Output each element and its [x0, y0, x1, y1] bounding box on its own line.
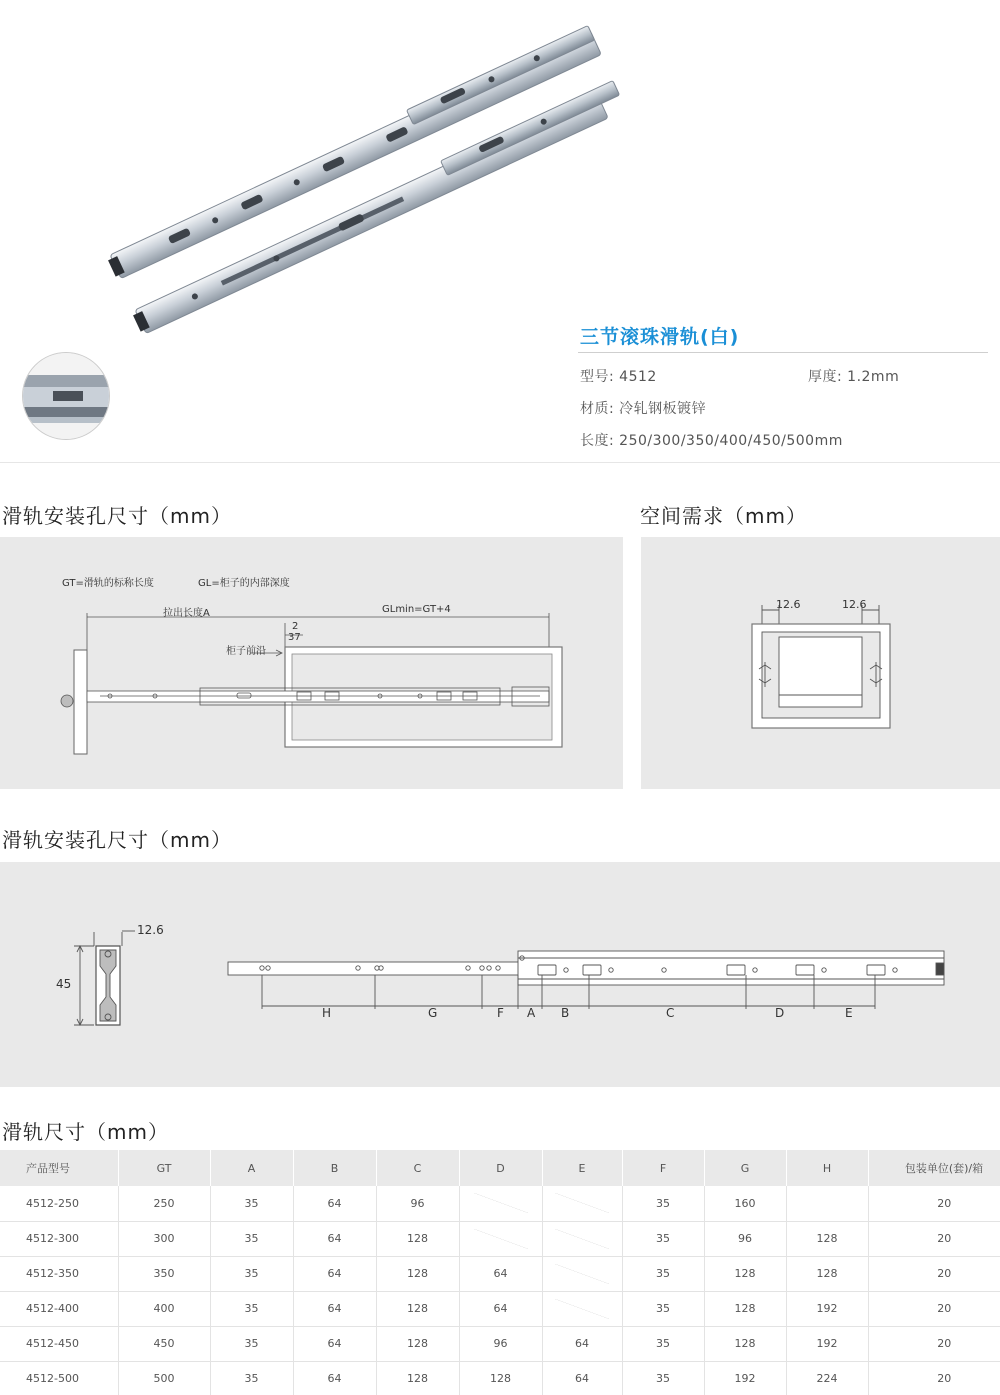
hole-diagram-panel: [0, 862, 1000, 1087]
table-cell: [542, 1256, 622, 1291]
profile-height-dim: 45: [56, 977, 72, 991]
table-header-row: [0, 1150, 1000, 1186]
col-header-g: G: [704, 1150, 786, 1186]
table-cell: 35: [210, 1221, 293, 1256]
col-header-model: 产品型号: [0, 1150, 118, 1186]
gl-note: GL=柜子的内部深度: [198, 578, 290, 589]
col-header-pack: 包装单位(套)/箱: [868, 1150, 1000, 1186]
dim-label-a: A: [527, 1006, 536, 1020]
table-cell: [786, 1186, 868, 1221]
table-cell: 35: [210, 1361, 293, 1395]
material-spec: [580, 398, 706, 418]
table-cell: [542, 1291, 622, 1326]
install-drawing: [0, 537, 623, 789]
table-cell: 35: [622, 1361, 704, 1395]
table-cell: 224: [786, 1361, 868, 1395]
table-cell: 64: [542, 1361, 622, 1395]
detail-zoom-image: [22, 352, 110, 440]
title-divider: [578, 352, 988, 353]
table-cell: 35: [622, 1256, 704, 1291]
thickness-spec: [808, 366, 899, 386]
table-cell: 20: [868, 1186, 1000, 1221]
install-diagram-panel: [0, 537, 623, 789]
table-cell: 250: [118, 1186, 210, 1221]
table-cell: 128: [376, 1291, 459, 1326]
table-cell: 20: [868, 1256, 1000, 1291]
product-title: 三节滚珠滑轨(白): [580, 326, 740, 348]
table-cell: 192: [786, 1326, 868, 1361]
table-cell: 35: [210, 1186, 293, 1221]
section-title-space-requirement: 空间需求（mm）: [640, 504, 807, 528]
table-cell: 128: [376, 1361, 459, 1395]
table-cell: 20: [868, 1291, 1000, 1326]
table-cell: 35: [210, 1326, 293, 1361]
model-label: 型号:: [580, 369, 615, 385]
length-value: 250/300/350/400/450/500mm: [619, 433, 843, 449]
table-cell: 300: [118, 1221, 210, 1256]
dim-label-c: C: [666, 1006, 675, 1020]
table-cell: 128: [704, 1326, 786, 1361]
table-cell: 64: [542, 1326, 622, 1361]
table-cell: 20: [868, 1326, 1000, 1361]
table-cell: 64: [459, 1291, 542, 1326]
length-spec: [580, 430, 843, 450]
table-cell: 35: [622, 1186, 704, 1221]
col-header-c: C: [376, 1150, 459, 1186]
table-cell: 64: [293, 1361, 376, 1395]
model-value: 4512: [619, 369, 657, 385]
table-row: [0, 1256, 1000, 1291]
table-cell: 4512-450: [0, 1326, 118, 1361]
product-hero: [0, 0, 1000, 463]
table-cell: 128: [704, 1291, 786, 1326]
table-cell: 35: [622, 1326, 704, 1361]
dim-label-g: G: [428, 1006, 438, 1020]
col-header-e: E: [542, 1150, 622, 1186]
table-cell: 64: [459, 1256, 542, 1291]
rail-dimensions-table: [0, 1150, 1000, 1395]
table-cell: 20: [868, 1361, 1000, 1395]
section-title-install-holes: 滑轨安装孔尺寸（mm）: [2, 504, 232, 528]
table-cell: 160: [704, 1186, 786, 1221]
dim-2-label: 2: [292, 621, 299, 632]
table-cell: 64: [293, 1256, 376, 1291]
table-cell: 500: [118, 1361, 210, 1395]
dim-37-label: 37: [288, 632, 301, 643]
col-header-gt: GT: [118, 1150, 210, 1186]
table-cell: 64: [293, 1186, 376, 1221]
col-header-b: B: [293, 1150, 376, 1186]
table-cell: 4512-350: [0, 1256, 118, 1291]
cabinet-front-label: 柜子前沿: [226, 646, 266, 657]
slide-rail-photo: [95, 20, 625, 340]
table-cell: 96: [704, 1221, 786, 1256]
table-cell: 4512-300: [0, 1221, 118, 1256]
table-cell: 400: [118, 1291, 210, 1326]
table-cell: 350: [118, 1256, 210, 1291]
table-cell: [459, 1186, 542, 1221]
section-title-install-holes-2: 滑轨安装孔尺寸（mm）: [2, 828, 232, 852]
dim-label-b: B: [561, 1006, 570, 1020]
table-cell: 128: [376, 1256, 459, 1291]
table-cell: 128: [786, 1221, 868, 1256]
section-title-rail-dimensions: 滑轨尺寸（mm）: [2, 1120, 169, 1144]
table-cell: 4512-400: [0, 1291, 118, 1326]
table-cell: [459, 1221, 542, 1256]
material-value: 冷轧钢板镀锌: [619, 401, 707, 417]
dim-label-d: D: [775, 1006, 785, 1020]
pull-length-label: 拉出长度A: [163, 608, 210, 619]
table-cell: 192: [786, 1291, 868, 1326]
col-header-a: A: [210, 1150, 293, 1186]
thickness-value: 1.2mm: [847, 369, 900, 385]
table-cell: 35: [622, 1291, 704, 1326]
table-cell: 192: [704, 1361, 786, 1395]
thickness-label: 厚度:: [808, 369, 843, 385]
table-cell: 96: [376, 1186, 459, 1221]
col-header-d: D: [459, 1150, 542, 1186]
profile-width-dim: 12.6: [137, 923, 164, 937]
col-header-f: F: [622, 1150, 704, 1186]
col-header-h: H: [786, 1150, 868, 1186]
table-cell: 4512-250: [0, 1186, 118, 1221]
table-cell: [542, 1221, 622, 1256]
space-drawing: [641, 537, 1000, 789]
table-cell: 128: [376, 1221, 459, 1256]
gt-note: GT=滑轨的标称长度: [62, 578, 154, 589]
dim-label-e: E: [845, 1006, 853, 1020]
table-cell: 128: [704, 1256, 786, 1291]
table-row: [0, 1361, 1000, 1395]
dim-label-h: H: [322, 1006, 332, 1020]
table-cell: 64: [293, 1291, 376, 1326]
material-label: 材质:: [580, 401, 615, 417]
table-cell: 35: [622, 1221, 704, 1256]
model-spec: [580, 366, 657, 386]
table-row: [0, 1186, 1000, 1221]
table-cell: 450: [118, 1326, 210, 1361]
table-cell: 64: [293, 1221, 376, 1256]
table-cell: 128: [459, 1361, 542, 1395]
table-row: [0, 1326, 1000, 1361]
table-cell: 64: [293, 1326, 376, 1361]
table-cell: 20: [868, 1221, 1000, 1256]
table-cell: 128: [376, 1326, 459, 1361]
table-cell: 4512-500: [0, 1361, 118, 1395]
table-cell: 35: [210, 1256, 293, 1291]
table-cell: 35: [210, 1291, 293, 1326]
space-left-gap: 12.6: [776, 598, 801, 611]
table-cell: [542, 1186, 622, 1221]
space-right-gap: 12.6: [842, 598, 867, 611]
table-cell: 96: [459, 1326, 542, 1361]
hole-drawing: [0, 862, 1000, 1087]
table-row: [0, 1291, 1000, 1326]
length-label: 长度:: [580, 433, 615, 449]
gl-formula-label: GLmin=GT+4: [382, 604, 451, 615]
table-cell: 128: [786, 1256, 868, 1291]
space-diagram-panel: [641, 537, 1000, 789]
table-row: [0, 1221, 1000, 1256]
dim-label-f: F: [497, 1006, 504, 1020]
